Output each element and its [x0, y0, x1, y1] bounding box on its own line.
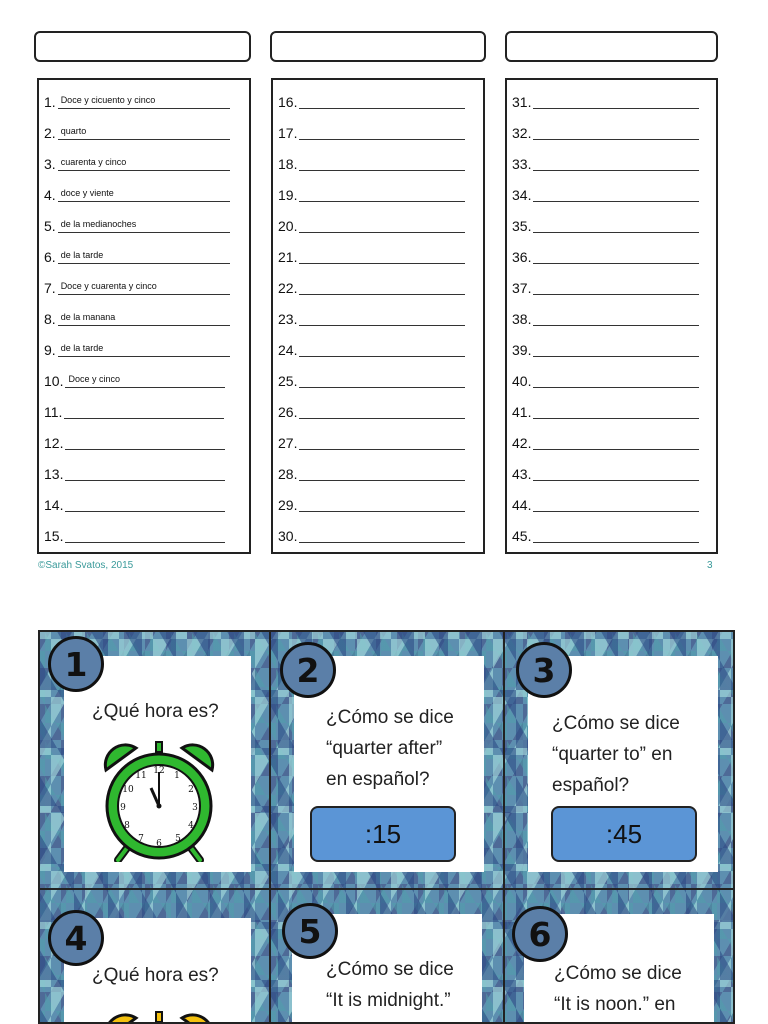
card-number-badge: 1 [48, 636, 104, 692]
answer-line[interactable] [299, 217, 465, 233]
item-number: 5. [44, 218, 56, 234]
item-number: 44. [512, 497, 532, 513]
task-card-grid [38, 630, 735, 1024]
answer-row[interactable] [512, 120, 699, 140]
item-number: 28. [278, 466, 298, 482]
answer-line[interactable] [533, 279, 699, 295]
answer-line[interactable] [58, 248, 230, 264]
answer-line[interactable] [533, 496, 699, 512]
answer-line[interactable] [65, 372, 225, 388]
svg-text:8: 8 [124, 821, 130, 831]
answer-row[interactable] [512, 275, 699, 295]
svg-text:5: 5 [175, 834, 181, 844]
answer-row[interactable] [278, 120, 465, 140]
item-number: 3. [44, 156, 56, 172]
answer-line[interactable] [533, 124, 699, 140]
answer-line[interactable] [299, 496, 465, 512]
answer-row[interactable] [512, 182, 699, 202]
answer-line[interactable] [299, 527, 465, 543]
answer-line[interactable] [58, 310, 230, 326]
item-number: 9. [44, 342, 56, 358]
card-divider [503, 632, 505, 1022]
answer-line[interactable] [533, 310, 699, 326]
item-number: 11. [44, 404, 63, 420]
page-number: 3 [707, 560, 713, 571]
item-number: 29. [278, 497, 298, 513]
answer-line[interactable] [65, 434, 225, 450]
card-divider [40, 888, 733, 890]
card-question: ¿Qué hora es? [92, 965, 219, 986]
item-number: 36. [512, 249, 532, 265]
answer-row[interactable] [278, 430, 465, 450]
answer-line[interactable] [65, 496, 225, 512]
green-clock-icon [100, 740, 218, 862]
card-question: ¿Qué hora es? [92, 701, 219, 722]
answer-row[interactable] [278, 89, 465, 109]
answer-line[interactable] [533, 248, 699, 264]
item-number: 40. [512, 373, 532, 389]
item-number: 41. [512, 404, 532, 420]
answer-row[interactable] [512, 89, 699, 109]
answer-line[interactable] [299, 248, 465, 264]
card-question-line: ¿Cómo se dice [326, 959, 454, 980]
item-number: 16. [278, 94, 298, 110]
column-header-box-3[interactable] [505, 31, 718, 62]
yellow-clock-icon [100, 1006, 218, 1024]
answer-row[interactable] [512, 213, 699, 233]
answer-line[interactable] [299, 434, 465, 450]
svg-text:2: 2 [188, 785, 194, 795]
answer-row[interactable] [44, 120, 230, 140]
answer-row[interactable] [512, 306, 699, 326]
answer-row[interactable] [44, 430, 225, 450]
answer-row[interactable] [44, 461, 225, 481]
item-number: 31. [512, 94, 532, 110]
item-number: 7. [44, 280, 56, 296]
answer-row[interactable] [44, 275, 230, 295]
item-number: 23. [278, 311, 298, 327]
card-question-line: ¿Cómo se dice [552, 713, 680, 734]
answer-row[interactable] [44, 399, 224, 419]
answer-line[interactable] [533, 372, 699, 388]
answer-row[interactable] [44, 151, 230, 171]
svg-text:3: 3 [192, 803, 198, 813]
item-number: 34. [512, 187, 532, 203]
item-number: 24. [278, 342, 298, 358]
item-number: 12. [44, 435, 64, 451]
handwritten-answer: doce y viente [60, 188, 114, 198]
column-header-box-1[interactable] [34, 31, 251, 62]
handwritten-answer: de la tarde [60, 343, 104, 353]
item-number: 15. [44, 528, 64, 544]
answer-line[interactable] [533, 434, 699, 450]
card-number-badge: 4 [48, 910, 104, 966]
answer-row[interactable] [278, 213, 465, 233]
answer-row[interactable] [44, 337, 230, 357]
answer-line[interactable] [58, 279, 230, 295]
item-number: 25. [278, 373, 298, 389]
card-question-line: español? [552, 775, 630, 796]
answer-line[interactable] [299, 93, 465, 109]
card-question-line: “quarter after” [326, 738, 443, 759]
answer-line[interactable] [299, 124, 465, 140]
item-number: 22. [278, 280, 298, 296]
answer-row[interactable] [512, 492, 699, 512]
item-number: 4. [44, 187, 56, 203]
answer-row[interactable] [44, 368, 225, 388]
answer-row[interactable] [278, 275, 465, 295]
answer-line[interactable] [58, 93, 230, 109]
item-number: 2. [44, 125, 56, 141]
answer-row[interactable] [512, 368, 699, 388]
handwritten-answer: de la tarde [60, 250, 104, 260]
answer-row[interactable] [278, 492, 465, 512]
item-number: 43. [512, 466, 532, 482]
item-number: 27. [278, 435, 298, 451]
item-number: 32. [512, 125, 532, 141]
answer-row[interactable] [512, 151, 699, 171]
answer-row[interactable] [512, 399, 699, 419]
answer-line[interactable] [533, 403, 699, 419]
answer-line[interactable] [533, 341, 699, 357]
answer-line[interactable] [533, 186, 699, 202]
answer-line[interactable] [533, 217, 699, 233]
answer-row[interactable] [44, 492, 225, 512]
answer-line[interactable] [299, 310, 465, 326]
card-question-line: ¿Cómo se dice [326, 707, 454, 728]
item-number: 18. [278, 156, 298, 172]
item-number: 21. [278, 249, 298, 265]
answer-line[interactable] [299, 186, 465, 202]
answer-line[interactable] [533, 465, 699, 481]
svg-text:4: 4 [188, 821, 194, 831]
answer-line[interactable] [299, 279, 465, 295]
handwritten-answer: Doce y cinco [68, 374, 120, 384]
svg-text:10: 10 [122, 785, 134, 795]
item-number: 26. [278, 404, 298, 420]
answer-line[interactable] [299, 403, 465, 419]
answer-row[interactable] [278, 368, 465, 388]
svg-text:12: 12 [153, 766, 165, 776]
answer-row[interactable] [44, 89, 230, 109]
answer-row[interactable] [278, 182, 465, 202]
time-box: :15 [310, 806, 456, 862]
handwritten-answer: quarto [60, 126, 87, 136]
card-number-badge: 3 [516, 642, 572, 698]
answer-line[interactable] [58, 341, 230, 357]
answer-row[interactable] [512, 430, 699, 450]
task-card-1[interactable] [64, 656, 251, 872]
answer-line[interactable] [58, 124, 230, 140]
item-number: 6. [44, 249, 56, 265]
answer-line[interactable] [533, 527, 699, 543]
answer-line[interactable] [58, 217, 230, 233]
handwritten-answer: Doce y cuarenta y cinco [60, 281, 157, 291]
handwritten-answer: de la manana [60, 312, 116, 322]
handwritten-answer: Doce y cicuento y cinco [60, 95, 156, 105]
item-number: 38. [512, 311, 532, 327]
item-number: 8. [44, 311, 56, 327]
answer-row[interactable] [44, 244, 230, 264]
handwritten-answer: cuarenta y cinco [60, 157, 127, 167]
answer-line[interactable] [299, 465, 465, 481]
item-number: 13. [44, 466, 64, 482]
answer-row[interactable] [44, 182, 230, 202]
answer-row[interactable] [278, 523, 465, 543]
svg-text:6: 6 [156, 839, 162, 849]
answer-column-3 [505, 78, 718, 554]
card-question-line: “It is noon.” en [554, 994, 676, 1015]
card-divider [269, 632, 271, 1022]
answer-row[interactable] [278, 151, 465, 171]
answer-line[interactable] [299, 372, 465, 388]
item-number: 39. [512, 342, 532, 358]
answer-line[interactable] [58, 155, 230, 171]
item-number: 14. [44, 497, 64, 513]
item-number: 45. [512, 528, 532, 544]
answer-row[interactable] [278, 461, 465, 481]
answer-line[interactable] [64, 403, 224, 419]
item-number: 33. [512, 156, 532, 172]
copyright-text: ©Sarah Svatos, 2015 [38, 560, 134, 571]
answer-line[interactable] [299, 155, 465, 171]
item-number: 10. [44, 373, 64, 389]
answer-row[interactable] [512, 244, 699, 264]
item-number: 1. [44, 94, 56, 110]
answer-line[interactable] [533, 155, 699, 171]
answer-row[interactable] [44, 523, 225, 543]
svg-text:7: 7 [138, 834, 144, 844]
answer-column-1 [37, 78, 251, 554]
column-header-box-2[interactable] [270, 31, 486, 62]
card-question-line: en español? [326, 769, 430, 790]
answer-line[interactable] [533, 93, 699, 109]
card-question-line: “quarter to” en [552, 744, 673, 765]
answer-line[interactable] [65, 527, 225, 543]
answer-row[interactable] [512, 461, 699, 481]
item-number: 42. [512, 435, 532, 451]
svg-text:9: 9 [120, 803, 126, 813]
card-number-badge: 5 [282, 903, 338, 959]
answer-row[interactable] [278, 244, 465, 264]
time-box: :45 [551, 806, 697, 862]
svg-text:1: 1 [174, 771, 180, 781]
card-number-badge: 6 [512, 906, 568, 962]
svg-text:11: 11 [135, 771, 147, 781]
item-number: 35. [512, 218, 532, 234]
item-number: 20. [278, 218, 298, 234]
answer-row[interactable] [278, 337, 465, 357]
answer-row[interactable] [512, 523, 699, 543]
item-number: 19. [278, 187, 298, 203]
answer-column-2 [271, 78, 485, 554]
answer-row[interactable] [44, 213, 230, 233]
answer-line[interactable] [299, 341, 465, 357]
answer-line[interactable] [58, 186, 230, 202]
answer-row[interactable] [278, 306, 465, 326]
answer-line[interactable] [65, 465, 225, 481]
card-number-badge: 2 [280, 642, 336, 698]
item-number: 17. [278, 125, 298, 141]
answer-row[interactable] [512, 337, 699, 357]
answer-row[interactable] [44, 306, 230, 326]
card-question-line: ¿Cómo se dice [554, 963, 682, 984]
handwritten-answer: de la medianoches [60, 219, 137, 229]
answer-row[interactable] [278, 399, 465, 419]
card-question-line: “It is midnight.” [326, 990, 451, 1011]
item-number: 37. [512, 280, 532, 296]
item-number: 30. [278, 528, 298, 544]
